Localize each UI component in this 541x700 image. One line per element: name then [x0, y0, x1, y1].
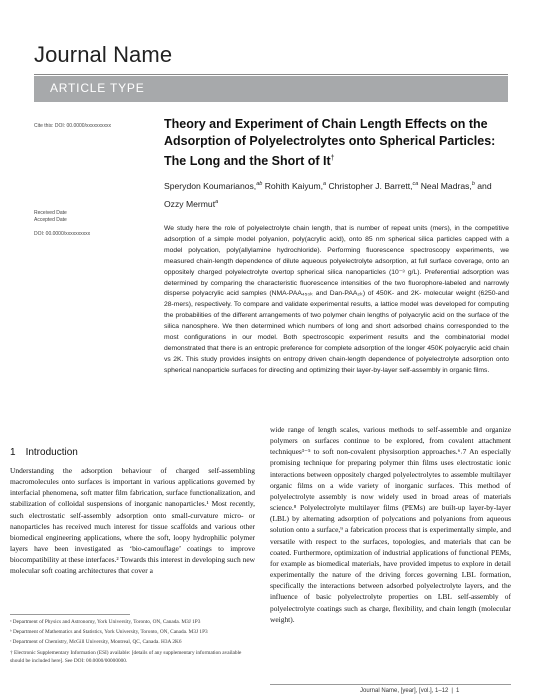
author-list — [164, 176, 509, 212]
section-heading — [10, 447, 78, 458]
footnote-rule — [10, 614, 130, 615]
footnote: † Electronic Supplementary Information (ESI) available: [details of any supplementary information available should be included here]. See DOI: 00.0000/00000000. — [10, 649, 242, 664]
footnote: ᵃ Department of Physics and Astronomy, York University, Toronto, ON, Canada. M3J 1P3 — [10, 619, 201, 625]
footnote: ᶜ Department of Chemistry, McGill University, Montreal, QC, Canada. H3A 2K6 — [10, 639, 182, 646]
author: Christopher J. Barrett,$^{ca}$ — [326, 180, 419, 191]
paper-title-text: Theory and Experiment of Chain Length Effects on the Adsorption of Polyelectrolytes onto Spherical Particles: The Long and the Short of It — [164, 117, 496, 169]
section-title: Introduction — [25, 447, 78, 458]
author: and Ozzy Mermut$^a$ — [164, 180, 492, 209]
received-date: Received Date — [34, 210, 67, 216]
journal-name: Journal Name — [34, 42, 173, 67]
footer-page-number: 1 — [455, 688, 460, 694]
title-footnote-mark: † — [330, 155, 335, 162]
header-rule — [34, 74, 508, 75]
body-right-column: wide range of length scales, various methods to self-assemble and organize polymers on surfaces continue to be explored, from covalent attachment techniques³⁻⁵ to soft non-covalent physisorption approaches.⁶˒7 An especially promising technique for preparing polymer thin films uses electrostatic ionic interactions between oppositely charged polyelectrolytes to assemble multilayer organic films on a wide variety of inorganic surfaces. This method of polyelectrolyte assembly is now widely used in broad areas of materials science.⁸ Polyelectrolyte multilayer films (PEMs) are built-up layer-by-layer (LBL) by alternating adsorption of polycations and polyanions from aqueous solution onto a surface,⁹ a fabrication process that is experimentally simple, and versatile with respect to the surfaces, topologies, and materials that can be coated. Furthermore, optimization of industrial applications of functional PEMs, for example as biomedical materials, have provided impetus to explore in detail experimentally the nature of the driving forces governing LBL formation, specifically the interactions between adsorbed polyelectrolyte layers, and the influence of basic polyelectrolyte properties on LBL self-assembly of polyelectrolyte coatings such as charge, flexibility, and chain length (molecular weight). — [270, 425, 511, 624]
footnotes — [10, 618, 255, 667]
footer-journal: Journal Name, [year], [vol.], — [360, 688, 434, 694]
author: Neal Madras,$^b$ — [418, 180, 475, 191]
footer-pages: 1–12 — [435, 688, 449, 694]
article-type-label: ARTICLE TYPE — [50, 81, 145, 95]
author: Rohith Kaiyum,$^a$ — [262, 180, 327, 191]
article-type-banner — [34, 76, 508, 102]
author: Sperydon Koumarianos,$^{ab}$ — [164, 180, 263, 191]
page-footer: Journal Name, [year], [vol.], 1–12 | 1 — [360, 688, 460, 694]
accepted-date: Accepted Date — [34, 217, 67, 223]
abstract: We study here the role of polyelectrolyte chain length, that is number of repeat units (mers), in the competitive adsorption of a simple model polyanion, poly(acrylic acid), onto 85 nm spherical silica particles capped with a model polycation, poly(allylamine hydrochloride). Performing fluorescence spectroscopy experiments, we measured chain-length dependence of dilute aqueous polyelectrolyte adsorption, at full surface coverage, onto an oppositely charged polyelectrolyte overtop spherical silica nanoparticles (10⁻³ g/L). Preferential adsorption was determined by comparing the characteristic fluorescence intensities of the two fluorophore-labeled and narrowly disperse polyacrylic acid samples (NMA-PAA₄₅₀ₖ and Dan-PAA₂ₖ) of 450K- and 2K- molecular weight (6250-and 28-mers), respectively. To compare and validate experimental results, a lattice model was developed for computing the probabilities of the different arrangements of two polymer chain lengths of polyacrylic acid on the surface of the silica nanosphere. We then determined which numbers of long and short adsorbed chains corresponded to the most configurations in our model. Both spectroscopic experiment results and the combinatorial model demonstrated that there is an entropic preference for complete adsorption of the longer 450K polyacrylic acid chain vs 2K. This study provides insights on entropy driven chain-length dependence of polyelectrolyte adsorption onto spherical nanoparticle surfaces for directing and optimizing their layer-by-layer self-assembly in organic films. — [164, 225, 509, 374]
paper-title — [164, 116, 509, 170]
cite-line: Cite this: DOI: 00.0000/xxxxxxxxxx — [34, 123, 111, 129]
body-left-column: Understanding the adsorption behaviour of charged self-assembling macromolecules onto surfaces is important in various applications governed by interfacial phenomena, soft matter film fabrication, surface functionalization, and stabilization of colloidal suspensions of inorganic nanoparticles.¹ Most recently, such electrostatic self-assembly adsorption onto small-curvature micro- or nanoparticles has received much interest for tissue scaffolds and various other biomedical engineering applications, where the soft, loopy hydrophilic polymer layers have been investigated as ‘bio-camouflage’ coatings to improve biocompatibility at these interfaces.² Towards this interest in developing such new molecular soft coating architectures that cover a — [10, 466, 255, 576]
footer-rule — [270, 684, 511, 685]
doi-line: DOI: 00.0000/xxxxxxxxxx — [34, 231, 91, 237]
section-number: 1 — [10, 447, 16, 458]
footnote: ᵇ Department of Mathematics and Statistics, York University, Toronto, ON, Canada. M3J 1P3 — [10, 629, 208, 636]
